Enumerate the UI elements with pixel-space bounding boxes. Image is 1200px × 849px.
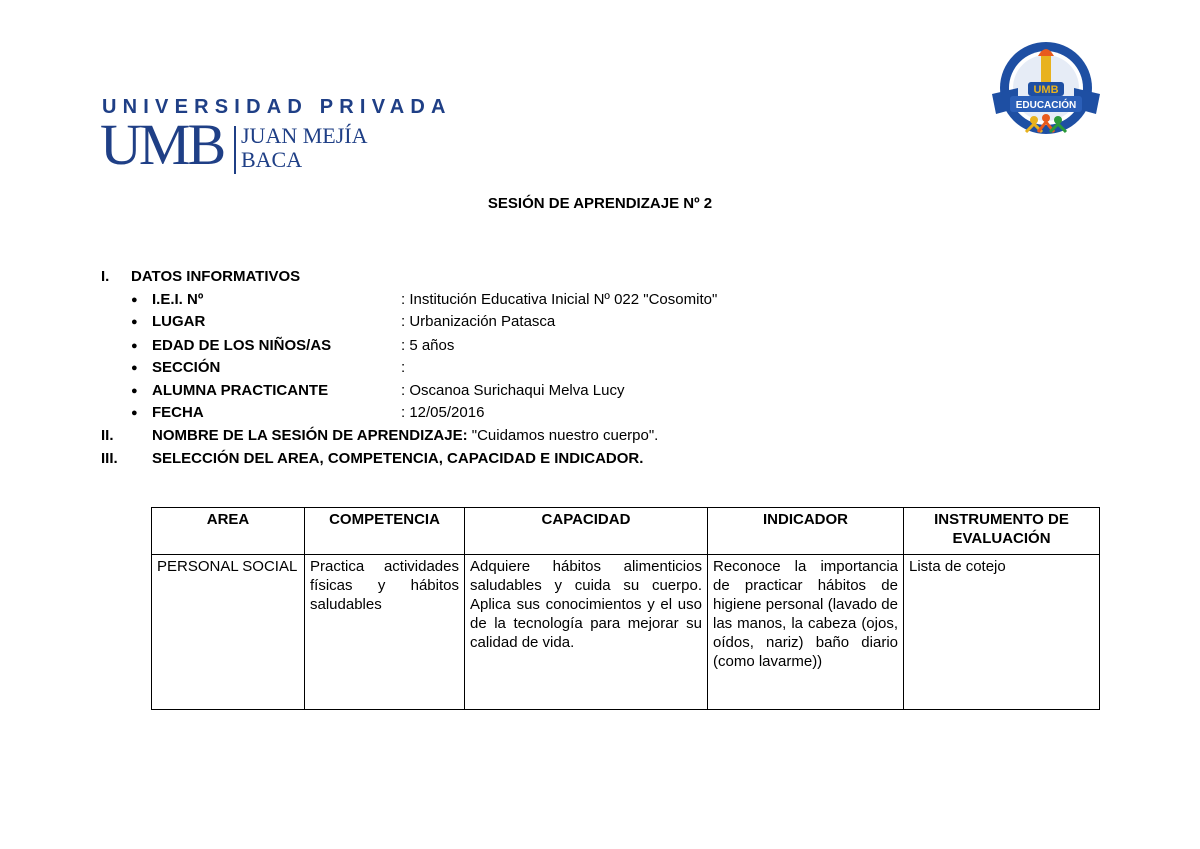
item-label: FECHA [152, 404, 204, 421]
seal-ribbon-text: EDUCACIÓN [1015, 100, 1077, 111]
section3-numeral: III. [101, 450, 118, 467]
logo-name-line1: JUAN MEJÍA [241, 123, 368, 148]
item-value: : Urbanización Patasca [401, 313, 556, 330]
table-cell-competencia: Practica actividades físicas y hábitos saludables [305, 555, 465, 710]
bullet-icon: ● [131, 385, 138, 397]
seal-badge-text: UMB [1033, 84, 1059, 96]
table-header: AREA [152, 508, 305, 555]
umb-logo [100, 96, 452, 181]
logo-name-line2: BACA [241, 147, 303, 172]
logo-top-text: UNIVERSIDAD PRIVADA [102, 96, 452, 118]
table-header: INDICADOR [708, 508, 904, 555]
item-value: : Oscanoa Surichaqui Melva Lucy [401, 382, 625, 399]
item-value: : Institución Educativa Inicial Nº 022 "Cosomito" [401, 291, 718, 308]
table-header-row [152, 508, 1100, 555]
section1-numeral: I. [101, 268, 110, 285]
education-seal-icon [988, 36, 1104, 146]
item-value: : 12/05/2016 [401, 404, 485, 421]
logo-acronym: UMB [100, 112, 224, 177]
table-cell-indicador: Reconoce la importancia de practicar hábitos de higiene personal (lavado de las manos, la cabeza (ojos, oídos, nariz) baño diario (como lavarme)) [708, 555, 904, 710]
table-header: COMPETENCIA [305, 508, 465, 555]
logo-name [241, 124, 368, 172]
table-cell-instrumento: Lista de cotejo [904, 555, 1100, 710]
table-header: CAPACIDAD [465, 508, 708, 555]
page-title: SESIÓN DE APRENDIZAJE Nº 2 [487, 195, 713, 212]
table-header: INSTRUMENTO DE EVALUACIÓN [904, 508, 1100, 555]
bullet-icon: ● [131, 294, 138, 306]
section2-value: "Cuidamos nuestro cuerpo". [467, 427, 659, 444]
table-row [152, 555, 1100, 710]
item-label: SECCIÓN [152, 359, 221, 376]
item-label: I.E.I. Nº [152, 291, 204, 308]
item-label: ALUMNA PRACTICANTE [152, 382, 329, 399]
bullet-icon: ● [131, 407, 138, 419]
section2-heading: NOMBRE DE LA SESIÓN DE APRENDIZAJE: [152, 427, 468, 444]
table-cell-capacidad: Adquiere hábitos alimenticios saludables y cuida su cuerpo. Aplica sus conocimientos y el uso de la tecnología para mejorar su calidad de vida. [465, 555, 708, 710]
section2-numeral: II. [101, 427, 114, 444]
section2-line [152, 427, 658, 445]
bullet-icon: ● [131, 362, 138, 374]
bullet-icon: ● [131, 316, 138, 328]
table-cell-area: PERSONAL SOCIAL [152, 555, 305, 710]
item-value: : [401, 359, 406, 376]
item-label: EDAD DE LOS NIÑOS/AS [152, 337, 332, 354]
item-label: LUGAR [152, 313, 206, 330]
selection-table [151, 507, 1100, 710]
item-value: : 5 años [401, 337, 455, 354]
section3-heading: SELECCIÓN DEL AREA, COMPETENCIA, CAPACIDAD E INDICADOR. [152, 450, 644, 467]
logo-divider [234, 126, 236, 174]
section1-heading: DATOS INFORMATIVOS [131, 268, 301, 285]
bullet-icon: ● [131, 340, 138, 352]
